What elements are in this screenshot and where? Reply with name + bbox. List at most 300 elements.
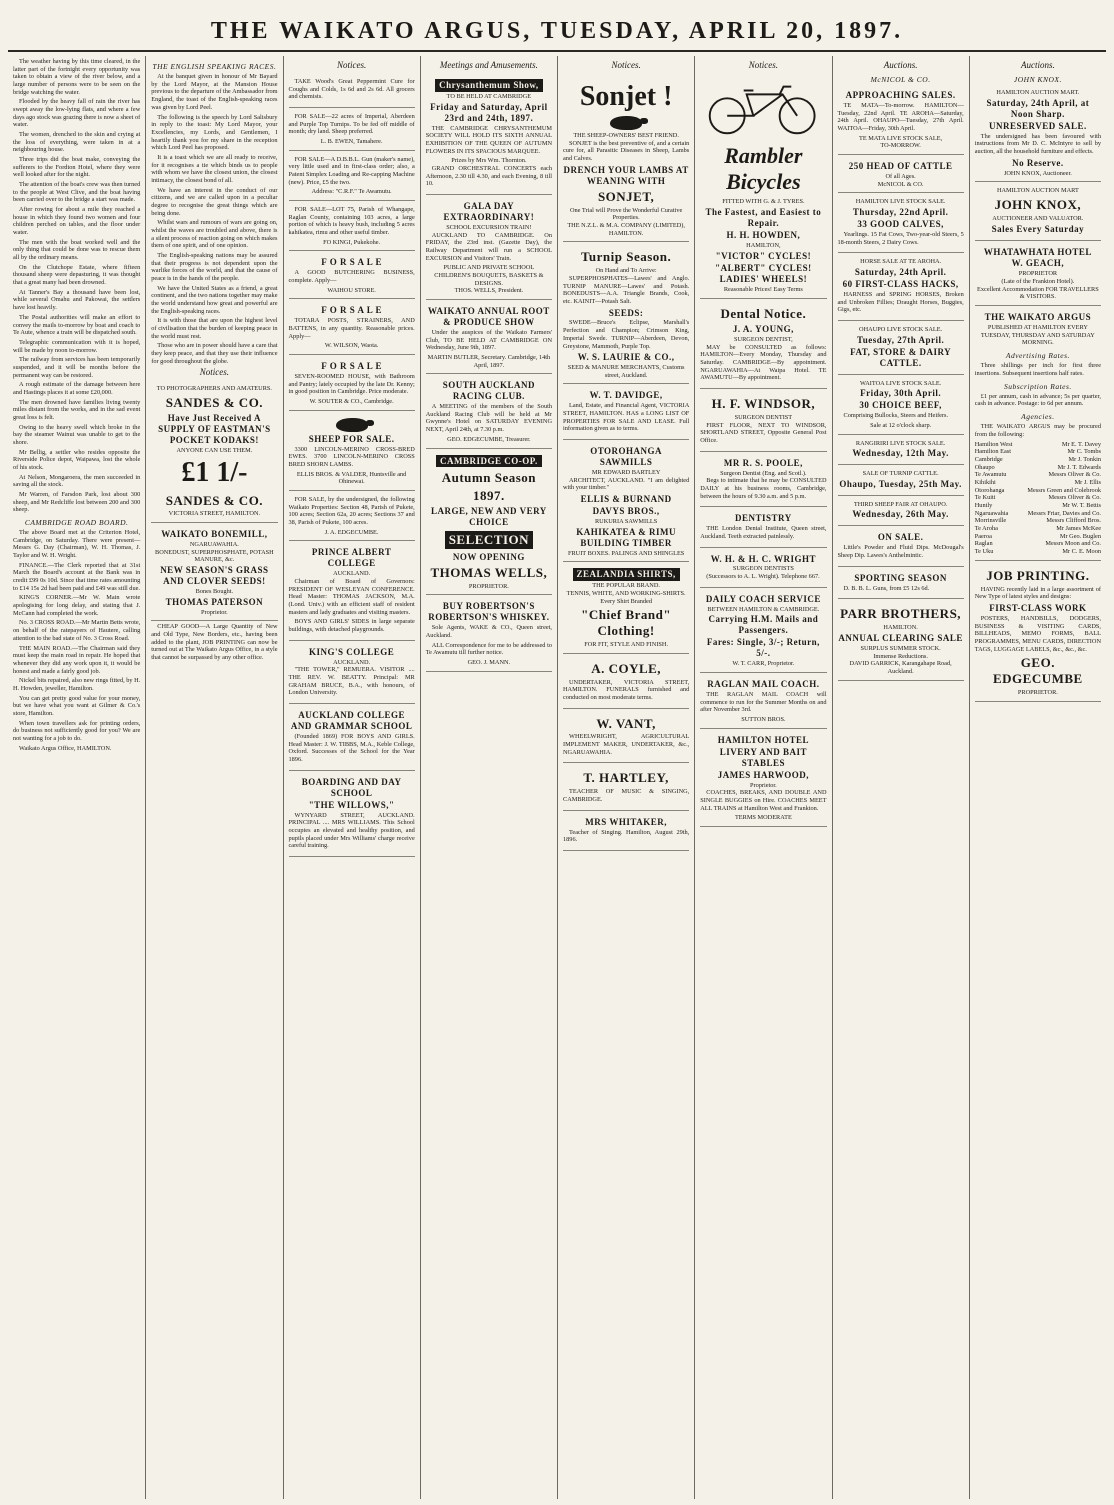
ad-title: Sonjet ! xyxy=(579,80,673,112)
ad-line: Ohaupo, Tuesday, 25th May. xyxy=(839,478,962,489)
news-paragraph: Nickel bits repaired, also new rings fitted, by H. H. Howden, jeweller, Hamilton. xyxy=(13,677,141,692)
ad-title: WHATAWHATA HOTEL xyxy=(983,246,1092,257)
ad-title: H. F. WINDSOR, xyxy=(711,395,816,411)
ad-line: THIRD SHEEP FAIR AT OHAUPO. xyxy=(853,500,948,508)
ad-text: 3300 LINCOLN-MERINO CROSS-BRED EWES. 3700 LINCOLN-MERINO CROSS BRED SHORN LAMBS. xyxy=(288,445,415,468)
ad-title: SHEEP FOR SALE. xyxy=(308,433,395,444)
ad-line: Surgeon Dentist (Eng. and Scotl.). xyxy=(720,469,807,477)
ad-line: SELECTION xyxy=(445,531,533,549)
column-1 xyxy=(8,56,145,1499)
auction-mart-ad xyxy=(975,184,1101,240)
ad-text: Teacher of Singing. Hamilton, August 29th, 1896. xyxy=(563,828,690,844)
news-paragraph: At Tanner's Bay a thousand have been lost, while several Omahu and Pakowai, the settlers have lost heavily. xyxy=(13,288,141,312)
ad-text: Little's Powder and Fluid Dips. McDougal's Sheep Dip. Lawes's Anthelmintic. xyxy=(837,544,964,560)
ad-line: THE POPULAR BRAND. xyxy=(592,582,660,590)
bicycle-ad xyxy=(700,75,826,299)
agency-row: Te Awamutu Messrs Oliver & Co. xyxy=(974,471,1101,479)
racing-club-ad xyxy=(426,376,552,448)
ad-title: A. COYLE, xyxy=(591,660,662,676)
section-heading: THE ENGLISH SPEAKING RACES. xyxy=(152,62,277,71)
ad-line: Excellent Accommodation FOR TRAVELLERS & VISITORS. xyxy=(977,285,1099,301)
ad-line: SURGEON DENTIST, xyxy=(734,335,793,343)
ad-text: A GOOD BUTCHERING BUSINESS, complete. Apply— xyxy=(288,269,415,285)
ad-line: PUBLIC AND PRIVATE SCHOOL CHILDREN'S BOUQUETS, BASKETS & DESIGNS. xyxy=(434,264,544,287)
ad-signature: SEED & MANURE MERCHANTS, Customs street, Auckland. xyxy=(567,364,685,379)
classified-ad xyxy=(289,153,415,201)
sheep-icon xyxy=(336,418,368,432)
ad-line: ELLIS & BURNAND xyxy=(580,494,672,505)
ad-line: Sales Every Saturday xyxy=(991,223,1085,234)
classified-ad xyxy=(289,493,415,541)
ad-line: "Chief Brand" Clothing! xyxy=(581,607,672,639)
ad-title: SANDES & CO. xyxy=(165,394,264,410)
ad-line: Bones Bought. xyxy=(195,588,234,596)
ad-text: HARNESS and SPRING HORSES, Broken and Unbroken Fillies; Draught Horses, Buggies, Gigs, etc. xyxy=(837,290,964,314)
ad-title: WAIKATO BONEMILL, xyxy=(161,529,268,540)
ad-line: VICTORIA STREET, HAMILTON. xyxy=(168,510,261,518)
ad-title: ZEALANDIA SHIRTS, xyxy=(573,568,680,581)
classified-ad xyxy=(289,253,415,299)
news-paragraph: Owing to the heavy swell which broke in the bay the steamer Wainui was unable to get to the shore. xyxy=(13,423,141,446)
news-paragraph: Three trips did the boat make, conveying the sufferers to the Fordton Hotel, where they were well looked after for the night. xyxy=(13,156,141,179)
ad-signature: McNICOL & CO. xyxy=(877,180,924,188)
ad-signature: J. A. EDGECUMBE. xyxy=(324,528,379,536)
ad-line: "THE WILLOWS," xyxy=(308,799,395,810)
ad-signature: PROPRIETOR. xyxy=(1017,688,1058,696)
ad-text: TEACHER OF MUSIC & SINGING, CAMBRIDGE. xyxy=(563,788,690,803)
ad-text: £1 per annum, cash in advance; 5s per quarter, cash in advance. Postage: to 6d per annum. xyxy=(974,392,1101,408)
ad-title: HAMILTON HOTEL xyxy=(717,734,810,745)
ad-signature: W. S. LAURIE & CO., xyxy=(577,352,675,363)
agency-row: Te Kuiti Messrs Oliver & Co. xyxy=(974,494,1101,502)
news-paragraph: You can get pretty good value for your money, but we have what you want at Gilmer & Co.'s store, Hamilton. xyxy=(13,694,141,717)
ad-line: Tuesday, 27th April. xyxy=(857,334,945,345)
ad-line: TERMS MODERATE xyxy=(734,814,792,822)
agency-row: Paeroa Mr Geo. Buglen xyxy=(974,532,1101,540)
ad-title: DAILY COACH SERVICE xyxy=(705,593,821,604)
ad-title: RAGLAN MAIL COACH. xyxy=(707,679,820,689)
column-header: Notices. xyxy=(199,367,229,378)
ad-text: Chairman of Board of Governors: PRESIDENT OF WESLEYAN CONFERENCE. Head Master: THOMAS JACKSON, M.A. (Lond. Univ.) with an efficient staff of resident masters and lady graduates and visiting masters. xyxy=(288,577,415,616)
ad-line: SEEDS: xyxy=(608,307,644,318)
news-paragraph: KING'S CORNER.—Mr W. Main wrote apologising for long delay, and stating that J. McCann had completed the work. xyxy=(13,594,141,617)
column-8 xyxy=(969,56,1106,1499)
ad-line: 1897. xyxy=(473,488,505,504)
ad-line: AUCKLAND. xyxy=(333,570,371,578)
coach-ad xyxy=(700,590,826,673)
news-paragraph: Whilst wars and rumours of wars are going on, whilst the waves are troubled and above, there is a silent process of reaction going on which makes them of one spirit, and of one opinion. xyxy=(151,219,278,250)
news-paragraph: It is a toast which we are all ready to receive, for it recognises a tie which binds us to people with whom we have the closest union, the closest intimacy, the closest bond of all. xyxy=(151,153,278,184)
ad-text: GRAND ORCHESTRAL CONCERTS each Afternoon, 2.30 till 4.30, and each Evening, 8 till 10. xyxy=(425,164,552,188)
ad-title: W. H. & H. C. WRIGHT xyxy=(710,553,816,564)
ad-line: NGARUAWAHIA. xyxy=(189,541,239,549)
classified-ad xyxy=(289,413,415,491)
news-paragraph: The Postal authorities will make an effort to convey the mails to-morrow by boat and coach to Te Aute, whence a train will be dispatched south. xyxy=(13,313,141,337)
column-7 xyxy=(832,56,969,1499)
ad-signature: WAIHOU STORE. xyxy=(327,286,376,294)
news-paragraph: The English-speaking nations may be assured that their progress is not dependent upon the warlike forces of the world, and that the cause of peace is in the hands of the people. xyxy=(151,251,278,282)
hotel-ad xyxy=(700,731,826,827)
ad-line: Carrying H.M. Mails and Passengers. xyxy=(708,614,819,636)
ad-line: JAMES HARWOOD, xyxy=(717,769,809,780)
column-header: Auctions. xyxy=(883,60,918,70)
ad-text: WHEELWRIGHT, AGRICULTURAL IMPLEMENT MAKER, UNDERTAKER, &c., NGARUAWAHIA. xyxy=(563,733,690,756)
news-paragraph: The men drowned have families living twenty miles distant from the works, and in the sad event great loss is felt. xyxy=(13,398,141,421)
ad-line: Friday, 30th April. xyxy=(860,388,942,399)
ad-text: SONJET is the best preventive of, and a certain cure for, all Parasitic Diseases in Sheep, Lambs and Calves. xyxy=(563,139,690,163)
ad-line: ANYONE CAN USE THEM. xyxy=(176,446,253,454)
kodak-ad xyxy=(151,382,277,523)
ad-signature: W. WILSON, Waota. xyxy=(324,342,379,350)
ad-line: Proprietor. xyxy=(749,781,777,789)
ad-text: THE CAMBRIDGE CHRYSANTHEMUM SOCIETY WILL HOLD ITS SIXTH ANNUAL EXHIBITION OF THE QUEEN OF AUTUMN FLOWERS IN ITS SPACIOUS MARQUEE. xyxy=(425,124,552,155)
ad-signature: DAVID GARRICK, Karangahape Road, Auckland. xyxy=(849,660,952,675)
ad-line: TO BE HELD AT CAMBRIDGE xyxy=(446,92,532,100)
ad-signature: FO KINGI, Pukekohe. xyxy=(323,238,381,246)
ad-text: Under the auspices of the Waikato Farmers' Club, TO BE HELD AT CAMBRIDGE ON Wednesday, June 9th, 1897. xyxy=(425,328,552,352)
ad-title: PARR BROTHERS, xyxy=(840,606,962,622)
ad-line: TE MATA LIVE STOCK SALE, xyxy=(859,134,943,142)
news-paragraph: The above Board met at the Criterion Hotel, Cambridge, on Saturday. There were present—Messrs G. Day (Chairman), W. H. Thomas, J. Taylor and W. H. Wright. xyxy=(13,529,141,560)
bicycle-icon xyxy=(700,78,826,138)
ad-line: FIRST-CLASS WORK xyxy=(989,602,1087,613)
ad-title: DENTISTRY xyxy=(735,513,792,524)
ad-signature: JOHN KNOX, Auctioneer. xyxy=(1003,169,1072,177)
ad-text: THE RAGLAN MAIL COACH will commence to run for the Summer Months on and after November 3rd. xyxy=(700,690,827,714)
ad-line: LADIES' WHEELS! xyxy=(719,274,808,285)
ad-text: THE London Dental Institute, Queen street, Auckland. Teeth extracted painlessly. xyxy=(700,525,827,540)
news-paragraph: Mr Bellig, a settler who resides opposite the Riverside Police depot, Waipawa, lost the whole of his stock. xyxy=(13,448,141,471)
ad-text: "THE TOWER," REMUERA. VISITOR .... THE REV. W. BEATTY. Principal: MR GRAHAM BRUCE, B.A., with honours, of London University. xyxy=(288,666,415,697)
ad-line: HAMILTON AUCTION MART. xyxy=(996,89,1080,97)
section-heading: Advertising Rates. xyxy=(1005,351,1070,361)
agency-row: Raglan Messrs Moon and Co. xyxy=(974,540,1101,548)
classified-ad xyxy=(289,301,415,355)
ad-line: BETWEEN HAMILTON & CAMBRIDGE. xyxy=(707,605,820,613)
ad-line: NEW SEASON'S GRASS AND CLOVER SEEDS! xyxy=(160,565,269,587)
ad-line: FITTED WITH G. & J. TYRES. xyxy=(722,198,805,206)
agency-row: Ngaruawahia Messrs Friar, Davies and Co. xyxy=(974,509,1101,517)
agency-list xyxy=(975,441,1101,556)
ad-signature: GEO. J. MANN. xyxy=(467,659,511,667)
dental-ad xyxy=(700,454,826,508)
news-paragraph: No. 3 CROSS ROAD.—Mr Martin Betts wrote, on behalf of the ratepayers of Hautere, calling attention to the bad state of No. 3 Cross Road. xyxy=(13,619,141,642)
news-paragraph: THE MAIN ROAD.—The Chairman said they must keep the main road in repair. He hoped that whenever they did any work upon it, it would be honest and made a fairly good job. xyxy=(13,644,141,675)
ad-text: MAY be CONSULTED as follows: HAMILTON—Every Monday, Thursday and Saturday. CAMBRIDGE—By appointment. NGARUAWAHIA—At Waipa Hotel. TE AWAMUTU—By appointment. xyxy=(700,343,827,382)
ad-line: NOW OPENING xyxy=(452,551,525,562)
ad-line: UNRESERVED SALE. xyxy=(989,120,1087,131)
section-heading: Agencies. xyxy=(1021,412,1055,422)
auction-ad xyxy=(838,195,964,253)
news-paragraph: The attention of the boat's crew was then turned to the people at West Clive, and the boat having been carried over to the bridge a start was made. xyxy=(13,181,141,204)
ad-text: SEVEN-ROOMED HOUSE, with Bathroom and Pantry; lately occupied by the late Dr. Kenny; in good position in Cambridge. Price moderate. xyxy=(288,373,415,396)
ad-title: APPROACHING SALES. xyxy=(845,90,956,101)
auction-ad xyxy=(838,528,964,566)
auction-ad xyxy=(838,467,964,496)
news-paragraph: The following is the speech by Lord Salisbury in reply to the toast: My Lord Mayor, your Excellencies, my Lords, and Gentlemen, I heartily thank you for my share in the reception which Lord Peel has proposed. xyxy=(151,113,278,152)
wheelwright-ad xyxy=(563,711,689,764)
news-paragraph: At Nelson, Mongaroera, the men succeeded in saving all the stock. xyxy=(13,473,141,489)
ad-title: BUY ROBERTSON'S ROBERTSON'S WHISKEY. xyxy=(428,601,550,623)
co-op-ad xyxy=(426,451,552,596)
news-paragraph: When town travellers ask for printing orders, do business not sufficiently good for you? We are not wanting for a job to do. xyxy=(13,719,141,742)
ad-title: MRS WHITAKER, xyxy=(585,816,667,827)
ad-text: Three shillings per inch for first three insertions. Subsequent insertions half rates. xyxy=(974,362,1101,377)
news-paragraph: FINANCE.—The Clerk reported that at 31st March the Board's account at the Bank was in credit £99 0s 10d. Since that time rates amounting to £14 15s 2d had been paid and £49 was still due. xyxy=(13,561,141,592)
ad-line: Saturday, 24th April. xyxy=(854,267,947,278)
dental-ad xyxy=(700,550,826,588)
ad-text: TOTARA POSTS, STRAINERS, AND BATTENS, in any quantity. Reasonable prices. Apply— xyxy=(288,317,415,340)
ad-line: Have Just Received A SUPPLY OF EASTMAN'S POCKET KODAKS! xyxy=(158,412,271,445)
ad-text: FOR SALE, by the undersigned, the following Waikato Properties: Section 48, Parish of Pukete, 100 acres; Section 62a, 20 acres; Sections 37 and 38, Parish of Pukete, 100 acres. xyxy=(288,496,415,527)
ad-signature: GEO. EDGECUMBE, Treasurer. xyxy=(447,435,531,443)
paper-info xyxy=(975,308,1101,561)
ad-text: SUPERPHOSPHATES—Lawes' and Anglo. TURNIP MANURE—Lawes' and Potash. BONEDUSTS—A.A. Triangle Brands, Cook, etc. KAINIT—Potash Salt. xyxy=(563,274,690,305)
news-paragraph: We have the United States as a friend, a great continent, and the two nations together may make the world understand how great and powerful are the English-speaking races. xyxy=(151,284,278,315)
ad-line: Prizes by Mrs Wm. Thornton. xyxy=(451,157,527,165)
ad-title: 250 HEAD OF CATTLE xyxy=(848,161,953,172)
ad-line: Autumn Season xyxy=(441,470,537,486)
auctioneer-name: McNICOL & CO. xyxy=(870,74,931,84)
ad-line: Wednesday, 12th May. xyxy=(852,448,949,459)
ad-line: HAMILTON. xyxy=(883,624,918,632)
shirts-ad xyxy=(563,564,689,653)
ad-line: TO-MORROW. xyxy=(880,142,921,150)
auctioneer-name: JOHN KNOX. xyxy=(1013,74,1062,84)
agency-row: Ohaupo Mr J. T. Edwards xyxy=(974,463,1101,471)
news-paragraph: Flooded by the heavy fall of rain the river has swept away the low-lying flats, and where a few days ago stock was grazing there is now a sheet of water. xyxy=(13,98,141,129)
ad-text: TAKE Wood's Great Peppermint Cure for Coughs and Colds, 1s 6d and 2s 6d. All grocers and chemists. xyxy=(288,77,415,101)
ad-title: F O R S A L E xyxy=(321,257,382,268)
news-paragraph: Telegraphic communication with it is hoped, will be made by noon to-morrow. xyxy=(13,338,141,354)
ad-signature: ELLIS BROS. & VALDER, Huntsville and Ohinewai. xyxy=(296,470,407,486)
ad-title: F O R S A L E xyxy=(321,305,382,316)
section-heading: Subscription Rates. xyxy=(1003,381,1072,391)
ad-line: DAVYS BROS., xyxy=(592,506,660,517)
ad-line: Proprietor. xyxy=(200,608,228,616)
agency-row: Cambridge Mr J. Tonkin xyxy=(974,455,1101,463)
ad-line: PROPRIETOR. xyxy=(468,582,509,590)
ad-text: AUCKLAND TO CAMBRIDGE. On FRIDAY, the 23rd inst. (Gazette Day), the Railway Department will run a SCHOOL EXCURSION and Visitors' Train. xyxy=(425,231,552,262)
masthead-rule xyxy=(8,50,1106,52)
agency-row: Morrinsville Messrs Clifford Bros. xyxy=(974,517,1101,525)
ad-title: KING'S COLLEGE xyxy=(308,646,395,657)
ad-line: TO PHOTOGRAPHERS AND AMATEURS. xyxy=(156,385,272,393)
ad-line: No Reserve. xyxy=(1012,157,1064,168)
ad-title: 33 GOOD CALVES, xyxy=(857,219,944,230)
ad-title: F O R S A L E xyxy=(321,361,382,372)
ad-text: THE WAIKATO ARGUS may be procured from the following: xyxy=(974,423,1101,438)
ad-line: PROPRIETOR xyxy=(1018,270,1058,278)
ad-text: ARCHITECT, AUCKLAND. "I am delighted with your timber." xyxy=(563,476,690,492)
ad-line: THOMAS WELLS, xyxy=(430,564,548,580)
ad-title: W. VANT, xyxy=(596,715,656,731)
ad-signature: THE N.Z.L. & M.A. COMPANY (LIMITED), HAMILTON. xyxy=(567,221,685,237)
masthead: THE WAIKATO ARGUS, TUESDAY, APRIL 20, 1897. xyxy=(210,18,904,44)
news-paragraph: On the Clutchope Estate, where fifteen thousand sheep were depasturing, it was thought that a great many had been drowned. xyxy=(13,263,141,287)
ad-line: LIVERY AND BAIT STABLES xyxy=(719,746,808,768)
ad-signature: W. T. CARR, Proprietor. xyxy=(732,660,795,668)
singing-teacher-ad xyxy=(563,813,689,851)
column-header: Notices. xyxy=(611,60,641,70)
ad-title: SPORTING SEASON xyxy=(854,572,947,583)
ad-line: HORSE SALE AT TE AROHA. xyxy=(860,258,942,266)
auction-ad xyxy=(838,255,964,321)
agency-row: Kihikihi Mr J. Ellis xyxy=(974,478,1101,486)
news-paragraph: The men with the boat worked well and the only thing that could be done was to rescue them all by the ordinary means. xyxy=(13,238,141,262)
ad-title: 30 CHOICE BEEF, xyxy=(859,400,942,411)
ad-line: WAITOA LIVE STOCK SALE. xyxy=(859,379,942,387)
sawmills-ad xyxy=(563,442,689,562)
hotel-ad xyxy=(975,243,1101,307)
news-paragraph: The railway from services has been temporarily suspended, and it will be months before the permanent way can be restored. xyxy=(13,356,141,379)
ad-text: FIRST FLOOR, NEXT TO WINDSOR, SHORTLAND STREET, Opposite General Post Office. xyxy=(700,421,827,444)
ad-signature: L. B. EWEN, Tamahere. xyxy=(320,138,383,145)
agency-row: Huntly Mr W. T. Bettis xyxy=(974,501,1101,509)
ad-title: SOUTH AUCKLAND RACING CLUB. xyxy=(442,380,535,402)
ad-text: Begs to intimate that he may be CONSULTED DAILY at his business rooms, Cambridge, between the hours of 9.30 a.m. and 5 p.m. xyxy=(700,477,827,500)
agency-row: Hamilton West Mr E. T. Davey xyxy=(974,440,1101,448)
ad-signature: GEO. EDGECUMBE xyxy=(993,655,1083,687)
ad-line: Of all Ages. xyxy=(885,173,916,181)
ad-title: JOHN KNOX, xyxy=(994,197,1082,213)
classified-ad xyxy=(289,75,415,108)
ad-title: FAT, STORE & DAIRY CATTLE. xyxy=(850,346,952,368)
ad-line: PUBLISHED AT HAMILTON EVERY TUESDAY, THURSDAY AND SATURDAY MORNING. xyxy=(980,324,1095,347)
ad-line: H. H. HOWDEN, xyxy=(726,229,801,240)
ad-line: On Hand and To Arrive: xyxy=(595,267,657,275)
ad-text: FOR SALE—A D.B.B.L. Gun (maker's name), very little used and in first-class order; also, a Patent Simplex Loading and Re-capping Machine (new). Price, £5 the two. xyxy=(288,155,415,186)
ad-line: MR EDWARD BARTLEY xyxy=(591,469,661,477)
auction-ad xyxy=(838,86,964,155)
ad-line: SURGEON DENTISTS xyxy=(732,565,794,573)
ad-line: J. A. YOUNG, xyxy=(732,323,794,334)
ad-line: DRENCH YOUR LAMBS AT WEANING WITH xyxy=(563,164,689,186)
ad-line: AUCTIONEER AND VALUATOR. xyxy=(992,214,1084,222)
ad-line: HAMILTON LIVE STOCK SALE. xyxy=(855,198,946,206)
ad-line: THE SHEEP-OWNERS' BEST FRIEND. xyxy=(573,132,679,140)
ad-signature: SUTTON BROS. xyxy=(741,715,786,723)
agency-row: Te Aroha Mr James McKee xyxy=(974,524,1101,532)
ad-line: OHAUPO LIVE STOCK SALE. xyxy=(859,326,943,333)
news-paragraph: The women, drenched to the skin and crying at the loss of everything, were taken in at a neighbouring house. xyxy=(13,131,141,154)
column-header: Notices. xyxy=(337,60,367,70)
ad-title: WAIKATO ANNUAL ROOT & PRODUCE SHOW xyxy=(428,305,550,327)
ad-text: BOYS AND GIRLS' SIDES in large separate buildings, with detached playgrounds. xyxy=(288,618,415,634)
ad-title: AUCKLAND COLLEGE AND GRAMMAR SCHOOL xyxy=(290,710,413,731)
classified-ad xyxy=(289,110,415,151)
ad-line: FOR FIT, STYLE AND FINISH. xyxy=(584,641,669,649)
column-3 xyxy=(283,56,420,1499)
ad-text: TE MATA—To-morrow. HAMILTON—Tuesday, 22nd April. TE AROHA—Saturday, 24th April. OHAUPO—Tuesday, 27th April. WAITOA—Friday, 30th April. xyxy=(837,102,964,133)
agency-row: Hamilton East Mr C. Tombs xyxy=(974,448,1101,456)
ad-line: RANGIRIRI LIVE STOCK SALE. xyxy=(855,439,946,447)
ad-line: HAMILTON, xyxy=(746,241,781,249)
auction-ad xyxy=(838,157,964,193)
ad-line: ANNUAL CLEARING SALE xyxy=(838,632,963,643)
ad-signature: W. SOUTER & CO., Cambridge. xyxy=(309,398,394,406)
sonjet-ad xyxy=(563,75,689,242)
college-ad xyxy=(289,543,415,640)
column-2 xyxy=(145,56,282,1499)
ad-line: W. GEACH, xyxy=(1011,258,1065,269)
ad-line: HAMILTON AUCTION MART xyxy=(996,187,1079,195)
news-paragraph: Those who are in power should have a care that they keep peace, and that they use their influence for good throughout the globe. xyxy=(151,342,278,365)
ad-text: HAVING recently laid in a large assortment of New Type of latest styles and designs: xyxy=(974,585,1101,601)
ad-text: The undersigned has been favoured with instructions from Mr D. C. McIntyre to sell by auction, all the household furniture and effects. xyxy=(974,132,1101,156)
agency-row: Te Uku Mr C. E. Moon xyxy=(974,547,1101,555)
ad-line: One Trial will Prove the Wonderful Curative Properties. xyxy=(569,206,683,222)
sheep-icon xyxy=(610,116,642,130)
ad-text: FOR SALE—22 acres of Imperial, Aberdeen and Purple Top Turnips. To be fed off middle of month; dry land. Sheep preferred. xyxy=(288,112,415,136)
ad-line: "VICTOR" CYCLES! xyxy=(715,250,812,261)
classified-ad xyxy=(289,357,415,411)
dental-ad xyxy=(700,509,826,547)
column-header: Auctions. xyxy=(1021,60,1055,70)
ad-text: Land, Estate, and Financial Agent, VICTORIA STREET, HAMILTON. HAS a LONG LIST OF PROPERTIES FOR SALE AND LEASE. Full information given as to terms. xyxy=(563,402,690,433)
ad-text: (Founded 1869) FOR BOYS AND GIRLS. Head Master: J. W. TIBBS, M.A., Keble College, Oxford. Successes of the School for the Year 1896. xyxy=(288,732,415,763)
ad-line: Every Shirt Branded xyxy=(600,597,652,605)
auction-ad xyxy=(838,437,964,466)
ad-line: Friday and Saturday, April 23rd and 24th, 1897. xyxy=(430,101,548,123)
land-agent-ad xyxy=(563,386,689,440)
auction-ad xyxy=(975,86,1101,182)
ad-title: Turnip Season. xyxy=(580,249,672,265)
ad-line: SALE OF TURNIP CATTLE. xyxy=(862,470,939,478)
ad-title: OTOROHANGA SAWMILLS xyxy=(590,446,663,468)
turnip-season-ad xyxy=(563,244,689,384)
ad-signature: THOS. WELLS, President. xyxy=(454,287,524,295)
column-6 xyxy=(694,56,831,1499)
ad-title: GALA DAY EXTRAORDINARY! xyxy=(443,200,535,222)
bonemill-ad xyxy=(151,525,277,621)
news-paragraph: We have an interest in the conduct of our citizens, and we are called upon in a peculiar degree to recognise the great things which are being done. xyxy=(151,186,278,217)
ad-title: SANDES & CO. xyxy=(165,492,264,508)
college-ad xyxy=(289,643,415,704)
ad-signature: MARTIN BUTLER, Secretary. Cambridge, 14th April, 1897. xyxy=(427,353,551,369)
ad-line: Reasonable Prices! Easy Terms xyxy=(723,286,803,294)
ad-line: Sale at 12 o'clock sharp. xyxy=(870,421,932,429)
ad-line: FRUIT BOXES. PALINGS AND SHINGLES xyxy=(567,549,685,557)
ad-line: SURGEON DENTIST xyxy=(734,413,793,421)
news-paragraph: It is with those that are upon the highest level of civilisation that the burden of keeping peace in the world must rest. xyxy=(151,317,278,340)
ad-title: T. HARTLEY, xyxy=(583,770,669,786)
ad-line: SONJET, xyxy=(597,188,655,204)
dental-ad xyxy=(700,301,826,389)
ad-line: (Late of the Frankton Hotel). xyxy=(1001,278,1075,286)
auction-ad xyxy=(838,323,964,375)
undertaker-ad xyxy=(563,656,689,709)
produce-show-ad xyxy=(426,302,552,374)
excursion-ad xyxy=(426,197,552,300)
ad-title: MR R. S. POOLE, xyxy=(723,457,803,468)
price: £1 1/- xyxy=(181,457,248,489)
ad-line: Immense Reductions. xyxy=(873,652,928,660)
ad-line: TENNIS, WHITE, AND WORKING-SHIRTS. xyxy=(566,589,686,597)
column-header: Meetings and Amusements. xyxy=(439,60,538,70)
classified-ad xyxy=(289,203,415,251)
ad-line: BONEDUST, SUPERPHOSPHATE, POTASH MANURE, &c. xyxy=(155,548,274,564)
ad-text: Sole Agents, WAKE & CO., Queen street, Auckland. xyxy=(425,624,552,640)
ad-line: Thursday, 22nd April. xyxy=(852,207,949,218)
ad-line: RUKURIA SAWMILLS xyxy=(594,518,658,526)
news-paragraph: At the banquet given in honour of Mr Bayard by the Lord Mayor, at the Mansion House previous to the departure of the Ambassador from England, the toast of the English-speaking races was given by Lord Peel. xyxy=(151,73,278,111)
ad-title: ON SALE. xyxy=(877,532,924,543)
ad-text: CHEAP GOOD—A Large Quantity of New and Old Type, New Borders, etc., having been added to the plant, JOB PRINTING can now be turned out at The Waikato Argus Office, in a style that cannot be surpassed by any other office. xyxy=(151,623,278,662)
music-teacher-ad xyxy=(563,765,689,810)
ad-text: Comprising Bullocks, Steers and Heifers. xyxy=(843,412,949,420)
ad-title: Dental Notice. xyxy=(720,306,807,322)
